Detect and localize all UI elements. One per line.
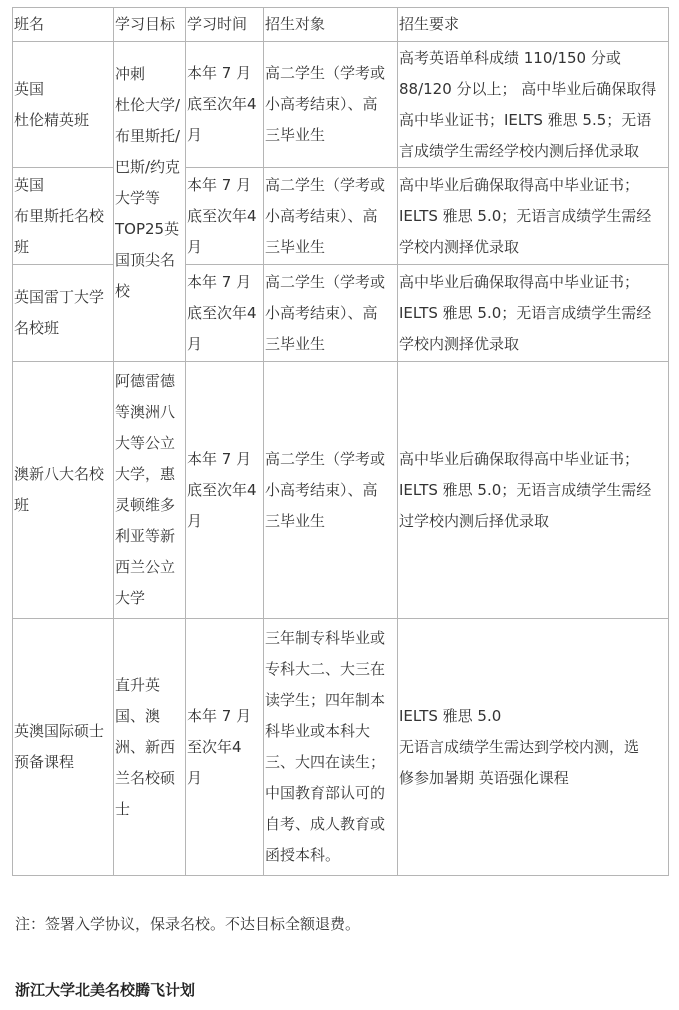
header-requirements: 招生要求 <box>398 8 669 42</box>
class-name-cell <box>13 619 114 876</box>
target-students: 三年制专科毕业或 专科大二、大三在 读学生；四年制本 科毕业或本科大 三、大四在读生； 中国教育部认可的 自考、成人教育或 函授本科。 <box>265 629 386 864</box>
study-time: 本年 7 月 至次年4 月 <box>187 706 252 787</box>
target-students: 高二学生（学考或 小高考结束）、高 三毕业生 <box>265 175 386 256</box>
header-study-time: 学习时间 <box>186 8 264 42</box>
study-time-cell <box>186 362 264 619</box>
target-students: 高二学生（学考或 小高考结束）、高 三毕业生 <box>265 272 386 353</box>
requirements: 高考英语单科成绩 110/150 分或 88/120 分以上； 高中毕业后确保取得 高中毕业证书；IELTS 雅思 5.5；无语 言成绩学生需经学校内测后择优录取 <box>399 48 657 160</box>
target-students-cell <box>264 362 398 619</box>
class-name: 英国 布里斯托名校 班 <box>14 175 105 256</box>
header-class-name: 班名 <box>13 8 114 42</box>
table-row <box>13 619 669 876</box>
target-students: 高二学生（学考或 小高考结束）、高 三毕业生 <box>265 64 386 144</box>
class-name: 英国雷丁大学 名校班 <box>14 288 105 337</box>
requirements-cell <box>398 362 669 619</box>
header-target-students: 招生对象 <box>264 8 398 42</box>
study-time-cell <box>186 168 264 265</box>
table-row <box>13 42 669 168</box>
class-name: 英国 杜伦精英班 <box>14 79 90 129</box>
table-row <box>13 168 669 265</box>
requirements: IELTS 雅思 5.0 无语言成绩学生需达到学校内测，选 修参加暑期 英语强化课程 <box>399 706 640 787</box>
class-name: 澳新八大名校 班 <box>14 465 105 514</box>
program-table <box>12 7 669 876</box>
target-students: 高二学生（学考或 小高考结束）、高 三毕业生 <box>265 449 386 530</box>
class-name-cell <box>13 362 114 619</box>
study-time: 本年 7 月 底至次年4 月 <box>187 449 257 530</box>
class-name-cell <box>13 168 114 265</box>
table-row <box>13 362 669 619</box>
study-goal: 直升英 国、澳 洲、新西 兰名校硕 士 <box>115 675 176 818</box>
study-time-cell <box>186 42 264 168</box>
study-goal-cell <box>114 362 186 619</box>
table-row <box>13 265 669 362</box>
study-goal: 阿德雷德 等澳洲八 大等公立 大学，惠 灵顿维多 利亚等新 西兰公立 大学 <box>115 372 176 607</box>
class-name: 英澳国际硕士 预备课程 <box>14 722 105 771</box>
requirements-cell <box>398 42 669 168</box>
requirements-cell <box>398 265 669 362</box>
study-time: 本年 7 月 底至次年4 月 <box>187 64 257 144</box>
class-name-cell <box>13 265 114 362</box>
section-heading: 浙江大学北美名校腾飞计划 <box>15 981 196 999</box>
target-students-cell <box>264 42 398 168</box>
requirements-cell <box>398 619 669 876</box>
class-name-cell <box>13 42 114 168</box>
target-students-cell <box>264 168 398 265</box>
study-goal-cell <box>114 619 186 876</box>
study-goal-uk: 冲刺 杜伦大学/ 布里斯托/ 巴斯/约克 大学等 TOP25英 国顶尖名 校 <box>115 65 181 300</box>
requirements: 高中毕业后确保取得高中毕业证书； IELTS 雅思 5.0；无语言成绩学生需经 学校内测择优录取 <box>399 272 652 353</box>
study-time: 本年 7 月 底至次年4 月 <box>187 175 257 256</box>
table-header-row <box>13 8 669 42</box>
requirements-cell <box>398 168 669 265</box>
requirements: 高中毕业后确保取得高中毕业证书； IELTS 雅思 5.0；无语言成绩学生需经 过学校内测后择优录取 <box>399 449 652 530</box>
target-students-cell <box>264 619 398 876</box>
study-goal-cell-uk <box>114 42 186 362</box>
study-time-cell <box>186 265 264 362</box>
footnote: 注：签署入学协议，保录名校。不达目标全额退费。 <box>15 915 361 933</box>
study-time: 本年 7 月 底至次年4 月 <box>187 272 257 353</box>
target-students-cell <box>264 265 398 362</box>
requirements: 高中毕业后确保取得高中毕业证书； IELTS 雅思 5.0；无语言成绩学生需经 学校内测择优录取 <box>399 175 652 256</box>
header-study-goal: 学习目标 <box>114 8 186 42</box>
study-time-cell <box>186 619 264 876</box>
